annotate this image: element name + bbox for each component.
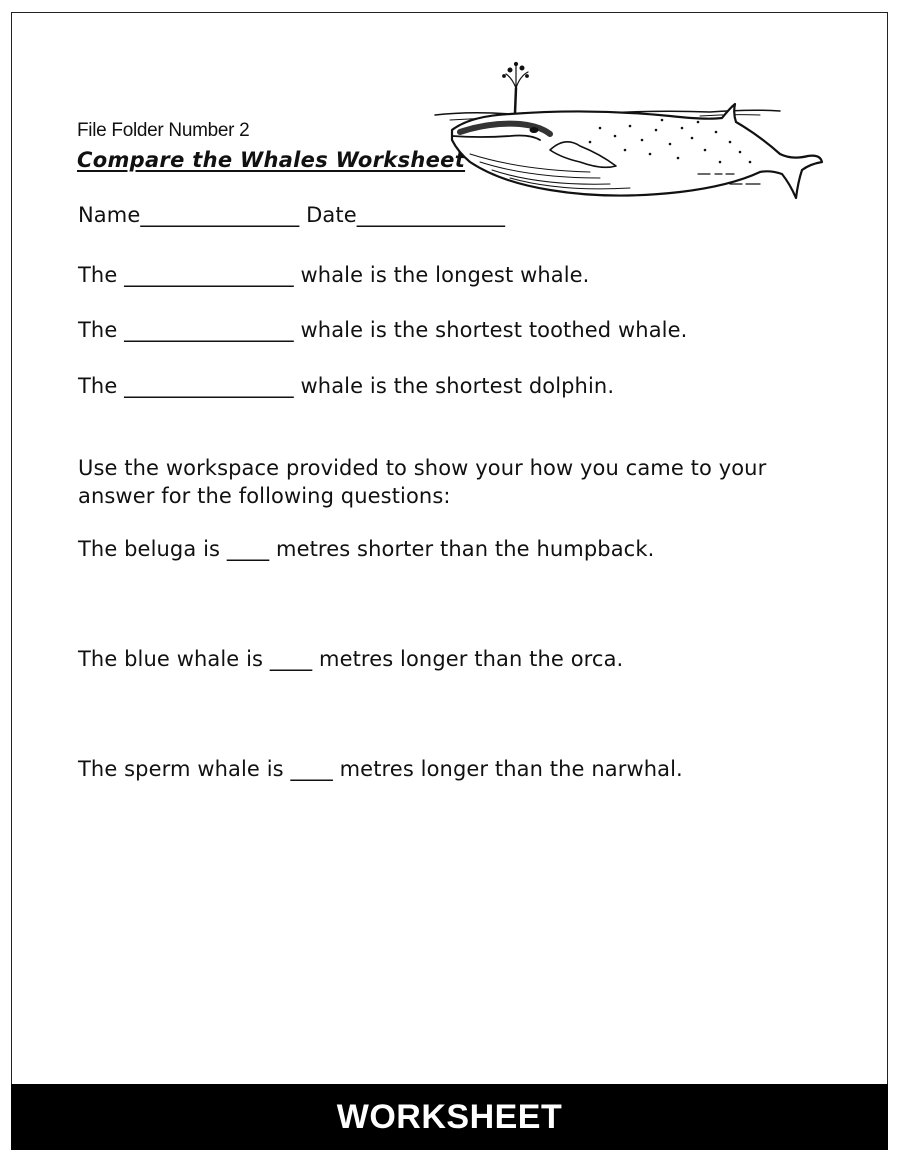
question-beluga-humpback[interactable]: The beluga is ____ metres shorter than the humpback.	[78, 537, 655, 561]
name-date-fields	[78, 203, 505, 227]
question-blue-whale-orca[interactable]: The blue whale is ____ metres longer than the orca.	[78, 647, 624, 671]
date-field[interactable]: Date______________	[306, 203, 506, 227]
footer-label: WORKSHEET	[336, 1097, 563, 1136]
fill-in-longest-whale[interactable]: The ________________ whale is the longest whale.	[78, 263, 590, 287]
folder-label: File Folder Number 2	[77, 120, 250, 141]
instructions-line-2: answer for the following questions:	[78, 484, 451, 508]
worksheet-title: Compare the Whales Worksheet	[77, 148, 466, 172]
fill-in-shortest-dolphin[interactable]: The ________________ whale is the shortest dolphin.	[78, 374, 615, 398]
name-field[interactable]: Name_______________	[78, 203, 300, 227]
whale-icon	[430, 58, 825, 208]
instructions-line-1: Use the workspace provided to show your how you came to your	[78, 456, 767, 480]
question-sperm-whale-narwhal[interactable]: The sperm whale is ____ metres longer than the narwhal.	[78, 757, 683, 781]
fill-in-shortest-toothed-whale[interactable]: The ________________ whale is the shortest toothed whale.	[78, 318, 688, 342]
footer-bar	[11, 1084, 888, 1150]
